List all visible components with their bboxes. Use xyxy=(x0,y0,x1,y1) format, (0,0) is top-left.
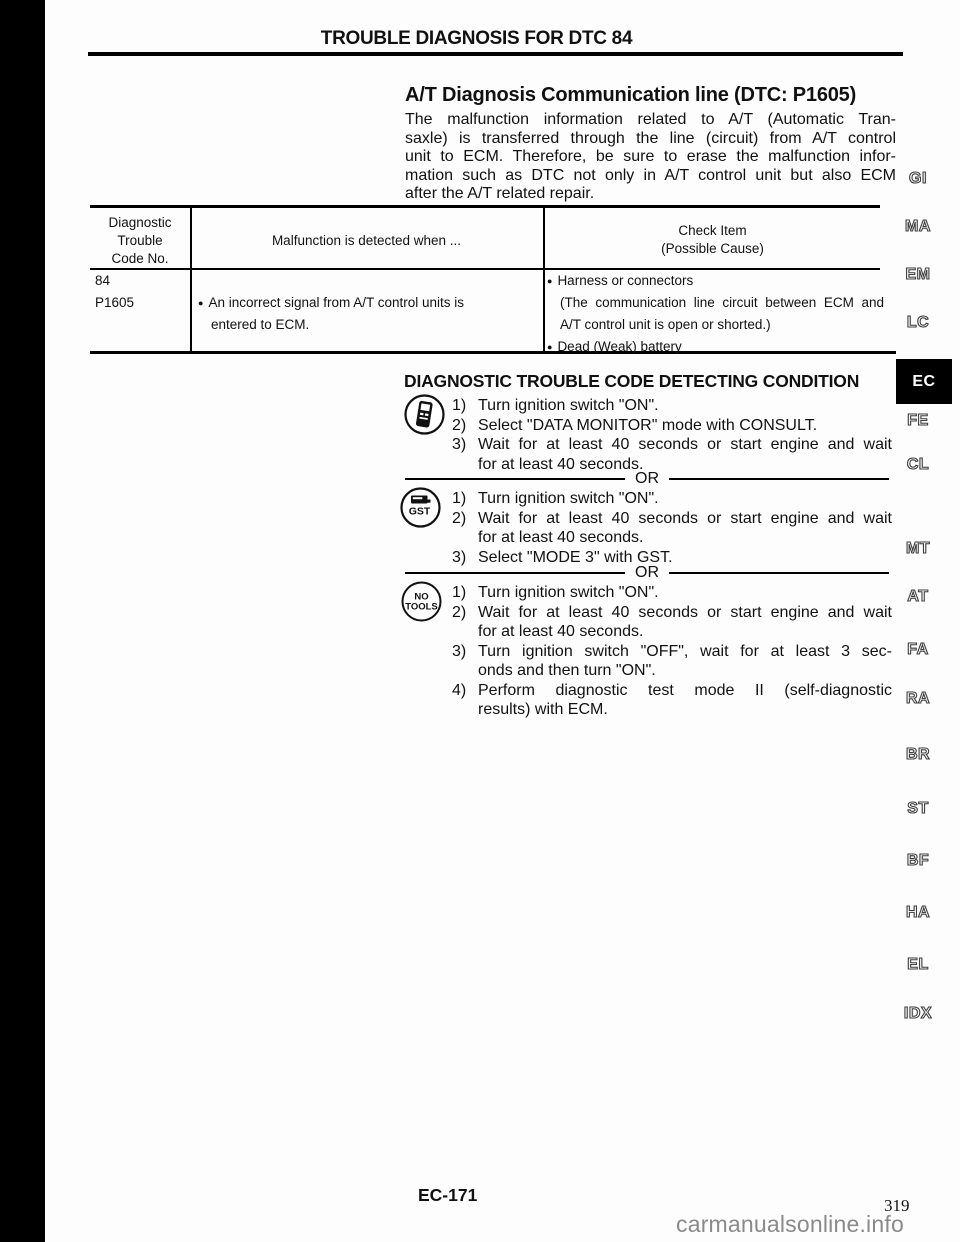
step-text: Wait for at least 40 seconds or start engine and wait xyxy=(478,509,892,527)
table-top-border xyxy=(90,205,880,208)
or-label: OR xyxy=(635,564,659,581)
step-text: Select "MODE 3" with GST. xyxy=(478,548,673,566)
step-number: 3) xyxy=(452,436,467,453)
footer-page-code: EC-171 xyxy=(418,1185,478,1205)
dtc-code: P1605 xyxy=(95,295,135,310)
table-cell-codes xyxy=(95,270,185,314)
margin-tab-fe: FE xyxy=(907,412,929,429)
step-number: 3) xyxy=(452,642,467,660)
margin-tab-mt: MT xyxy=(905,540,931,557)
gst-icon-label: GST xyxy=(408,505,431,518)
step-text: Perform diagnostic test mode II (self-diagnostic xyxy=(478,681,892,699)
margin-tab-br: BR xyxy=(905,746,931,763)
step xyxy=(452,681,892,720)
check-line: (The communication line circuit between ECM and xyxy=(560,295,884,310)
step-text: Turn ignition switch "ON". xyxy=(478,584,659,601)
margin-tab-gi: GI xyxy=(909,170,927,187)
divider-line xyxy=(405,572,625,575)
intro-line: unit to ECM. Therefore, be sure to erase the malfunction infor- xyxy=(405,148,896,166)
intro-line: The malfunction information related to A/T (Automatic Tran- xyxy=(405,111,896,128)
step-number: 1) xyxy=(452,397,467,414)
header-line: Check Item xyxy=(678,223,747,238)
table-cell-check-item xyxy=(547,270,884,358)
margin-tab-ma: MA xyxy=(905,218,931,235)
table-header-check-item xyxy=(545,222,880,258)
step-number: 4) xyxy=(452,681,467,699)
step xyxy=(452,489,892,509)
step-number: 1) xyxy=(452,584,467,601)
step-text: Wait for at least 40 seconds or start engine and wait xyxy=(478,436,892,453)
margin-tab-at: AT xyxy=(907,588,929,605)
step-number: 2) xyxy=(452,416,467,434)
step xyxy=(452,416,892,436)
divider-line xyxy=(405,478,625,481)
step-text: for at least 40 seconds. xyxy=(478,455,644,473)
or-divider xyxy=(405,564,889,582)
no-tools-icon xyxy=(400,580,443,628)
step xyxy=(452,583,892,603)
step-text: for at least 40 seconds. xyxy=(478,623,644,640)
step-text: Select "DATA MONITOR" mode with CONSULT. xyxy=(478,416,818,434)
margin-tab-idx: IDX xyxy=(903,1005,933,1022)
scan-edge-strip xyxy=(0,0,45,1242)
step-text: Turn ignition switch "ON". xyxy=(478,397,659,414)
margin-tab-lc: LC xyxy=(906,314,930,331)
margin-tab-ec-active xyxy=(896,359,952,404)
page-number: 319 xyxy=(884,1196,910,1215)
step-number: 2) xyxy=(452,509,467,527)
step xyxy=(452,642,892,681)
or-label: OR xyxy=(635,470,659,487)
step-text: Turn ignition switch "ON". xyxy=(478,490,659,507)
no-tools-steps xyxy=(452,583,892,720)
divider-line xyxy=(669,572,889,575)
check-line: ● Harness or connectors xyxy=(547,270,884,292)
intro-line: mation such as DTC not only in A/T control unit but also ECM xyxy=(405,166,896,184)
or-divider xyxy=(405,470,889,488)
step-text: for at least 40 seconds. xyxy=(478,529,644,546)
margin-tab-bf: BF xyxy=(906,852,930,869)
step xyxy=(452,603,892,642)
header-line: Trouble xyxy=(117,233,163,248)
header-line: Diagnostic xyxy=(108,215,172,230)
step-text: results) with ECM. xyxy=(478,701,608,718)
step xyxy=(452,396,892,416)
malfunction-line: entered to ECM. xyxy=(211,317,310,332)
title-rule xyxy=(88,52,903,56)
no-tools-icon-label: TOOLS xyxy=(405,601,438,613)
no-tools-icon-label: NO xyxy=(414,591,429,603)
step-number: 2) xyxy=(452,603,467,621)
step-number: 3) xyxy=(452,548,467,566)
margin-tab-st: ST xyxy=(907,800,929,817)
step-text: Turn ignition switch "OFF", wait for at least 3 sec- xyxy=(478,642,892,660)
check-line: ● Dead (Weak) battery xyxy=(547,336,884,358)
margin-tab-em: EM xyxy=(905,266,931,283)
dtc-code: 84 xyxy=(95,273,111,288)
step xyxy=(452,509,892,548)
intro-paragraph xyxy=(405,111,896,204)
check-line: A/T control unit is open or shorted.) xyxy=(560,317,771,332)
divider-line xyxy=(669,478,889,481)
intro-line: after the A/T related repair. xyxy=(405,185,595,203)
margin-tab-ec-label: EC xyxy=(912,372,936,390)
margin-tab-ra: RA xyxy=(905,690,931,707)
intro-line: saxle) is transferred through the line (circuit) from A/T control xyxy=(405,129,896,147)
watermark-text: carmanualsonline.info xyxy=(676,1211,904,1237)
gst-steps xyxy=(452,489,892,567)
step-text: onds and then turn "ON". xyxy=(478,662,656,679)
table-header-malfunction: Malfunction is detected when ... xyxy=(271,233,462,248)
step xyxy=(452,435,892,474)
margin-tab-el: EL xyxy=(907,956,929,973)
table-col-divider-1 xyxy=(190,205,192,354)
section-heading: A/T Diagnosis Communication line (DTC: P1605) xyxy=(405,84,857,106)
consult-steps xyxy=(452,396,892,474)
table-cell-malfunction xyxy=(198,292,538,336)
header-line: Code No. xyxy=(111,251,169,266)
margin-tab-ha: HA xyxy=(905,904,931,921)
table-header-code xyxy=(92,214,188,268)
page-title: TROUBLE DIAGNOSIS FOR DTC 84 xyxy=(320,28,633,49)
step-text: Wait for at least 40 seconds or start engine and wait xyxy=(478,603,892,621)
consult-icon xyxy=(403,393,446,441)
detecting-condition-heading: DIAGNOSTIC TROUBLE CODE DETECTING CONDITION xyxy=(404,371,860,391)
malfunction-line: ● An incorrect signal from A/T control units is xyxy=(198,292,538,314)
gst-icon xyxy=(399,486,442,534)
margin-tab-fa: FA xyxy=(907,641,929,658)
step-number: 1) xyxy=(452,490,467,507)
header-line: (Possible Cause) xyxy=(661,241,764,256)
margin-tab-cl: CL xyxy=(906,456,930,473)
